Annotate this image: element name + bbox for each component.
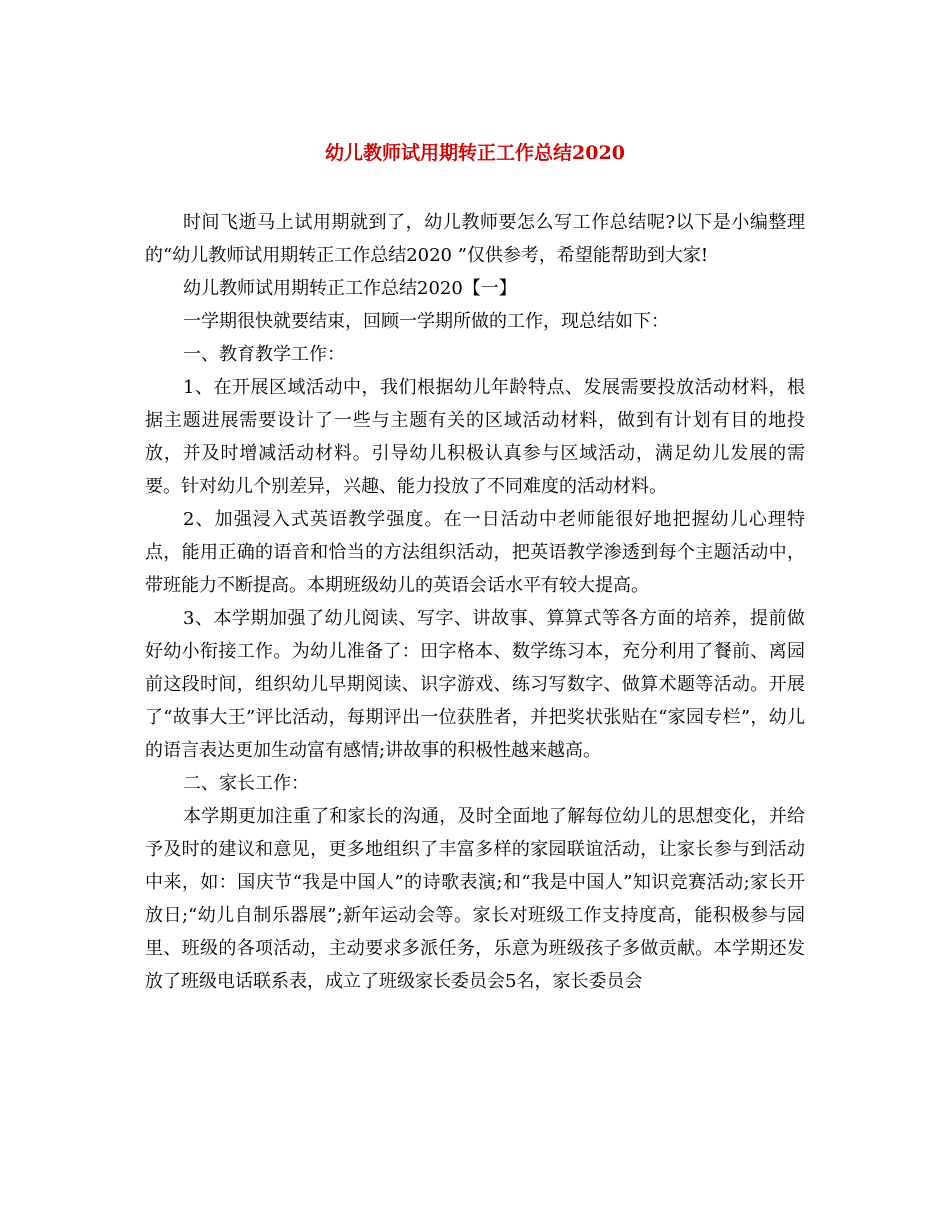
paragraph-intro: 时间飞逝马上试用期就到了，幼儿教师要怎么写工作总结呢?以下是小编整理的“幼儿教师试用期转正工作总结2020 ”仅供参考，希望能帮助到大家! [145, 212, 805, 266]
document-title: 幼儿教师试用期转正工作总结2020 [325, 142, 625, 164]
paragraph-summary-opening: 一学期很快就要结束，回顾一学期所做的工作，现总结如下： [183, 311, 669, 332]
paragraph-teaching-item-1: 1、在开展区域活动中，我们根据幼儿年龄特点、发展需要投放活动材料，根据主题进展需要设计了一些与主题有关的区域活动材料，做到有计划有目的地投放，并及时增减活动材料。引导幼儿积极认真参与区域活动，满足幼儿发展的需要。针对幼儿个别差异，兴趣、能力投放了不同难度的活动材料。 [145, 377, 805, 497]
paragraph-parent-heading: 二、家长工作： [183, 773, 309, 794]
paragraph-teaching-item-3: 3、本学期加强了幼儿阅读、写字、讲故事、算算式等各方面的培养，提前做好幼小衔接工作。为幼儿准备了：田字格本、数学练习本，充分利用了餐前、离园前这段时间，组织幼儿早期阅读、识字游戏、练习写数字、做算术题等活动。开展了“故事大王”评比活动，每期评出一位获胜者，并把奖状张贴在“家园专栏”，幼儿的语言表达更加生动富有感情;讲故事的积极性越来越高。 [145, 608, 805, 761]
paragraph-teaching-heading: 一、教育教学工作： [183, 344, 345, 365]
paragraph-teaching-item-2: 2、加强浸入式英语教学强度。在一日活动中老师能很好地把握幼儿心理特点，能用正确的语音和恰当的方法组织活动，把英语教学渗透到每个主题活动中，带班能力不断提高。本期班级幼儿的英语会话水平有较大提高。 [145, 509, 805, 596]
paragraph-section-heading: 幼儿教师试用期转正工作总结2020【一】 [183, 278, 517, 299]
document-body [145, 206, 805, 998]
paragraph-parent-work: 本学期更加注重了和家长的沟通，及时全面地了解每位幼儿的思想变化，并给予及时的建议和意见，更多地组织了丰富多样的家园联谊活动，让家长参与到活动中来，如：国庆节“我是中国人”的诗歌表演;和“我是中国人”知识竞赛活动;家长开放日;“幼儿自制乐器展”;新年运动会等。家长对班级工作支持度高，能积极参与园里、班级的各项活动，主动要求多派任务，乐意为班级孩子多做贡献。本学期还发放了班级电话联系表，成立了班级家长委员会5名，家长委员会 [145, 806, 805, 992]
